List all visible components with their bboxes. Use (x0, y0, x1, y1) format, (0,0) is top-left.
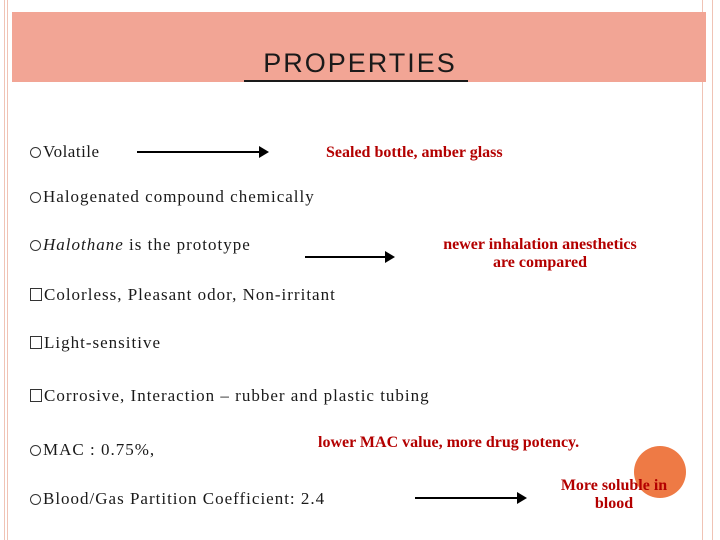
square-bullet-icon (30, 389, 42, 402)
title-underline (244, 80, 468, 82)
bullet-icon (30, 240, 41, 251)
square-bullet-icon (30, 336, 42, 349)
bullet-icon (30, 147, 41, 158)
arrow-right-icon (305, 256, 393, 258)
bullet-halogenated: Halogenated compound chemically (30, 187, 315, 207)
mac-note: lower MAC value, more drug potency. (318, 434, 580, 451)
bullet-icon (30, 445, 41, 456)
volatile-note: Sealed bottle, amber glass (326, 144, 503, 161)
partition-note: More soluble in blood (560, 477, 668, 512)
right-frame-line-outer (712, 0, 713, 540)
left-frame-line (4, 0, 5, 540)
arrow-right-icon (415, 497, 525, 499)
sub-bullet-colorless: Colorless, Pleasant odor, Non-irritant (30, 285, 336, 305)
square-bullet-icon (30, 288, 42, 301)
bullet-mac: MAC : 0.75%, (30, 440, 155, 460)
arrow-right-icon (137, 151, 267, 153)
bullet-partition: Blood/Gas Partition Coefficient: 2.4 (30, 489, 325, 509)
bullet-icon (30, 494, 41, 505)
sub-bullet-corrosive: Corrosive, Interaction – rubber and plastic tubing (30, 386, 430, 406)
bullet-volatile: Volatile (30, 142, 100, 162)
sub-bullet-light: Light-sensitive (30, 333, 161, 353)
bullet-halothane: Halothane is the prototype (30, 235, 251, 255)
bullet-icon (30, 192, 41, 203)
left-frame-line-inner (7, 0, 8, 540)
slide-title: PROPERTIES (263, 48, 457, 78)
halothane-note: newer inhalation anesthetics are compared (443, 236, 637, 271)
